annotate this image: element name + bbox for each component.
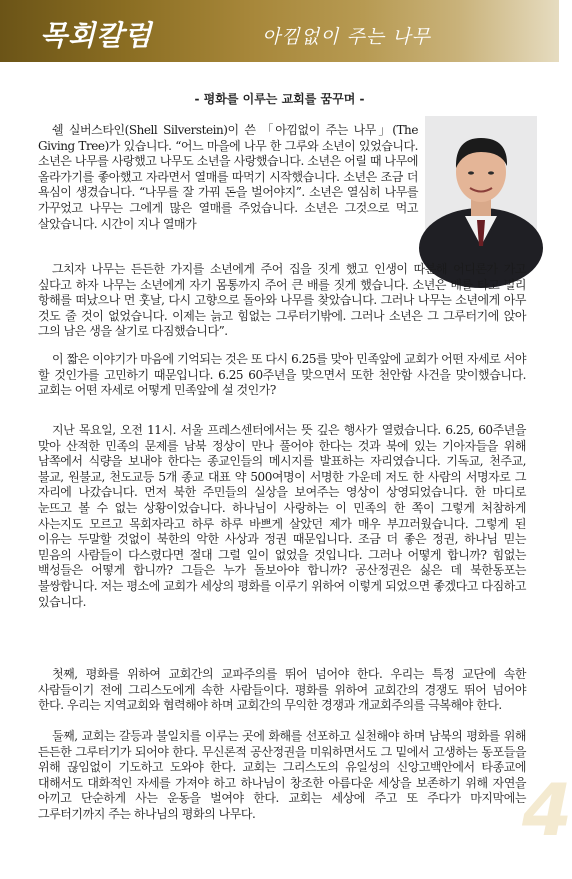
paragraph-5: 둘째, 교회는 갈등과 불일치를 이루는 곳에 화해를 선포하고 실천해야 하며 남북의 평화를 위해 든든한 그루터기가 되어야 한다. 무신론적 공산정권을 미워하면서도 그 밑에서 고생하는 동포들을 위해 끊임없이 기도하고 도와야 한다. 교회는 그리스도의 유일성의 신앙고백안에서 타종교에 대해서도 대화적인 자세를 가져야 하고 하나님이 창조한 아름다운 세상을 보존하기 위해 자연을 아끼고 단순하게 사는 운동을 벌여야 한다. 교회는 세상에 주고 또 주다가 마지막에는 그루터기까지 주는 하나님의 평화의 나무다. (38, 729, 526, 821)
paragraph-2: 이 짧은 이야기가 마음에 기억되는 것은 또 다시 6.25를 맞아 민족앞에 교회가 어떤 자세로 서야 할 것인가를 고민하기 때문입니다. 6.25 60주년을 맞으면서 또한 천안함 사건을 맞이했습니다. 교회는 어떤 자세로 어떻게 민족앞에 설 것인가? (38, 352, 526, 398)
page-number: 4 (522, 768, 572, 852)
column-title: 목회칼럼 (40, 19, 153, 52)
paragraph-4: 첫째, 평화를 위하여 교회간의 교파주의를 뛰어 넘어야 한다. 우리는 특정 교단에 속한 사람들이기 전에 그리스도에게 속한 사람들이다. 평화를 위하여 교회간의 경쟁도 뛰어 넘어야 한다. 우리는 지역교회와 협력해야 하며 교회간의 무익한 경쟁과 개교회주의를 극복해야 한다. (38, 667, 526, 713)
paragraph-3: 지난 목요일, 오전 11시. 서울 프레스센터에서는 뜻 깊은 행사가 열렸습니다. 6.25, 60주년을 맞아 산적한 민족의 문제를 남북 정상이 만나 풀어야 한다는 것과 북에 있는 기아자들을 위해 남쪽에서 식량을 보내야 한다는 종교인들의 메시지를 발표하는 자리였습니다. 기독교, 천주교, 불교, 원불교, 천도교등 5개 종교 대표 약 500여명이 서명한 가운데 저도 한 사람의 서명자로 그 자리에 나갔습니다. 먼저 북한 주민들의 실상을 보여주는 영상이 상영되었습니다. 한 마디로 눈뜨고 볼 수 없는 상황이었습니다. 하나님이 사랑하는 이 민족의 한 쪽이 그렇게 처참하게 사는지도 모르고 목회자라고 하루 하루 바쁘게 살았던 제가 매우 부끄러웠습니다. 그렇게 된 이유는 두말할 것없이 북한의 악한 사상과 정권 때문입니다. 조금 더 좋은 정권, 하나님 믿는 믿음의 사람들이 다스렸다면 절대 그럴 일이 없었을 것입니다. 그러나 어떻게 합니까? 힘없는 백성들은 어떻게 합니까? 그들은 누가 돌보아야 합니까? 공산정권은 싫은 데 북한동포는 불쌍합니다. 저는 평소에 교회가 세상의 평화를 이루기 위하여 이렇게 되었으면 좋겠다고 다짐하고 있습니다. (38, 423, 526, 609)
column-subtitle: 아낌없이 주는 나무 (262, 26, 431, 48)
paragraph-1b: 그치자 나무는 든든한 가지를 소년에게 주어 집을 짓게 했고 인생이 따분해 어디론가 가고 싶다고 하자 나무는 소년에게 자기 몸통까지 주어 큰 배를 짓게 했습니다. 소년은 배를 타고 멀리 항해를 떠났으나 먼 훗날, 다시 고향으로 돌아와 나무를 찾았습니다. 그러나 나무는 소년에게 아무 것도 줄 것이 없었습니다. 이제는 늙고 힘없는 그루터기밖에. 그러나 소년은 그 그루터기에 앉아 그의 남은 생을 살기로 다짐했습니다”. (38, 262, 526, 339)
paragraph-1a: 쉘 실버스타인(Shell Silverstein)이 쓴 「아낌없이 주는 나무」(The Giving Tree)가 있습니다. “어느 마을에 나무 한 그루와 소년이 있었습니다. 소년은 나무를 사랑했고 나무도 소년을 사랑했습니다. 소년은 어릴 때 나무에 올라가기를 좋아했고 자라면서 열매를 따먹기 시작했습니다. 소년은 조금 더 욕심이 생겼습니다. “나무를 잘 가꿔 돈을 벌어야지”. 소년은 열심히 나무를 가꾸었고 나무는 그에게 많은 열매를 주었습니다. 소년은 그것으로 먹고 살았습니다. 시간이 지나 열매가 (38, 123, 418, 231)
header-banner (0, 0, 559, 62)
article-subtitle: - 평화를 이루는 교회를 꿈꾸며 - (194, 92, 365, 106)
author-portrait-icon (425, 116, 537, 246)
